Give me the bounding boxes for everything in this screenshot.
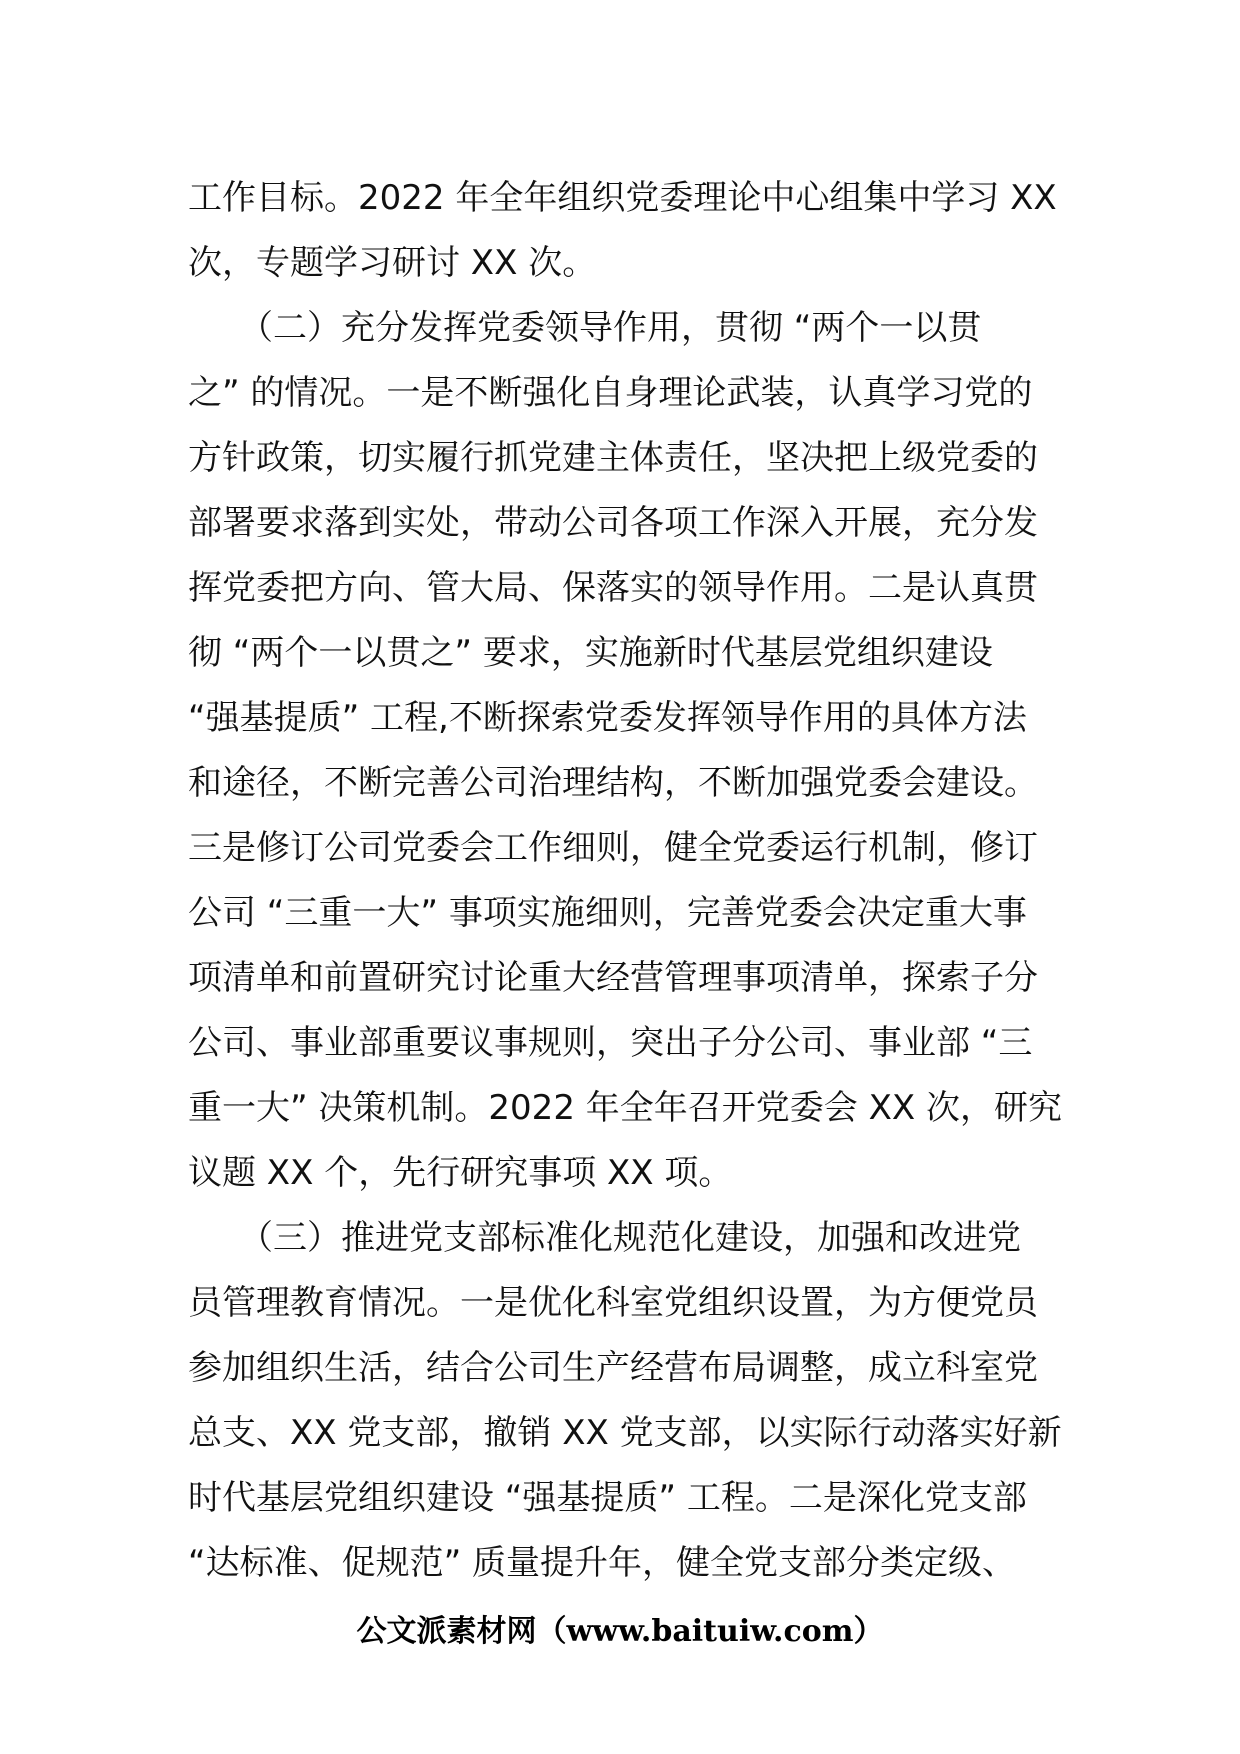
text-line: 员管理教育情况。一是优化科室党组织设置，为方便党员 <box>188 1283 1038 1323</box>
text-line: 次，专题学习研讨 XX 次。 <box>188 243 597 283</box>
text-line: 时代基层党组织建设 “强基提质” 工程。二是深化党支部 <box>188 1478 1027 1518</box>
text-line: “达标准、促规范” 质量提升年，健全党支部分类定级、 <box>188 1543 1017 1583</box>
text-line: 之” 的情况。一是不断强化自身理论武装，认真学习党的 <box>188 373 1033 413</box>
footer-watermark: 公文派素材网（www.baituiw.com） <box>356 1614 884 1649</box>
text-line: 挥党委把方向、管大局、保落实的领导作用。二是认真贯 <box>188 568 1038 608</box>
text-line: 和途径，不断完善公司治理结构，不断加强党委会建设。 <box>188 763 1038 803</box>
document-body <box>188 166 1060 1596</box>
text-line: 总支、XX 党支部，撤销 XX 党支部，以实际行动落实好新 <box>188 1413 1062 1453</box>
text-line: 方针政策，切实履行抓党建主体责任，坚决把上级党委的 <box>188 438 1038 478</box>
text-line: 参加组织生活，结合公司生产经营布局调整，成立科室党 <box>188 1348 1038 1388</box>
text-line: 议题 XX 个，先行研究事项 XX 项。 <box>188 1153 733 1193</box>
text-line: 工作目标。2022 年全年组织党委理论中心组集中学习 XX <box>188 178 1057 218</box>
paragraph-heading-line: （三）推进党支部标准化规范化建设，加强和改进党 <box>188 1218 1021 1258</box>
text-line: 部署要求落到实处，带动公司各项工作深入开展，充分发 <box>188 503 1038 543</box>
text-line: 重一大” 决策机制。2022 年全年召开党委会 XX 次，研究 <box>188 1088 1062 1128</box>
text-line: 三是修订公司党委会工作细则，健全党委运行机制，修订 <box>188 828 1038 868</box>
text-line: “强基提质” 工程,不断探索党委发挥领导作用的具体方法 <box>188 698 1027 738</box>
text-line: 公司 “三重一大” 事项实施细则，完善党委会决定重大事 <box>188 893 1027 933</box>
text-line: 公司、事业部重要议事规则，突出子分公司、事业部 “三 <box>188 1023 1033 1063</box>
text-line: 项清单和前置研究讨论重大经营管理事项清单，探索子分 <box>188 958 1038 998</box>
text-line: 彻 “两个一以贯之” 要求，实施新时代基层党组织建设 <box>188 633 993 673</box>
paragraph-heading-line: （二）充分发挥党委领导作用，贯彻 “两个一以贯 <box>188 308 982 348</box>
